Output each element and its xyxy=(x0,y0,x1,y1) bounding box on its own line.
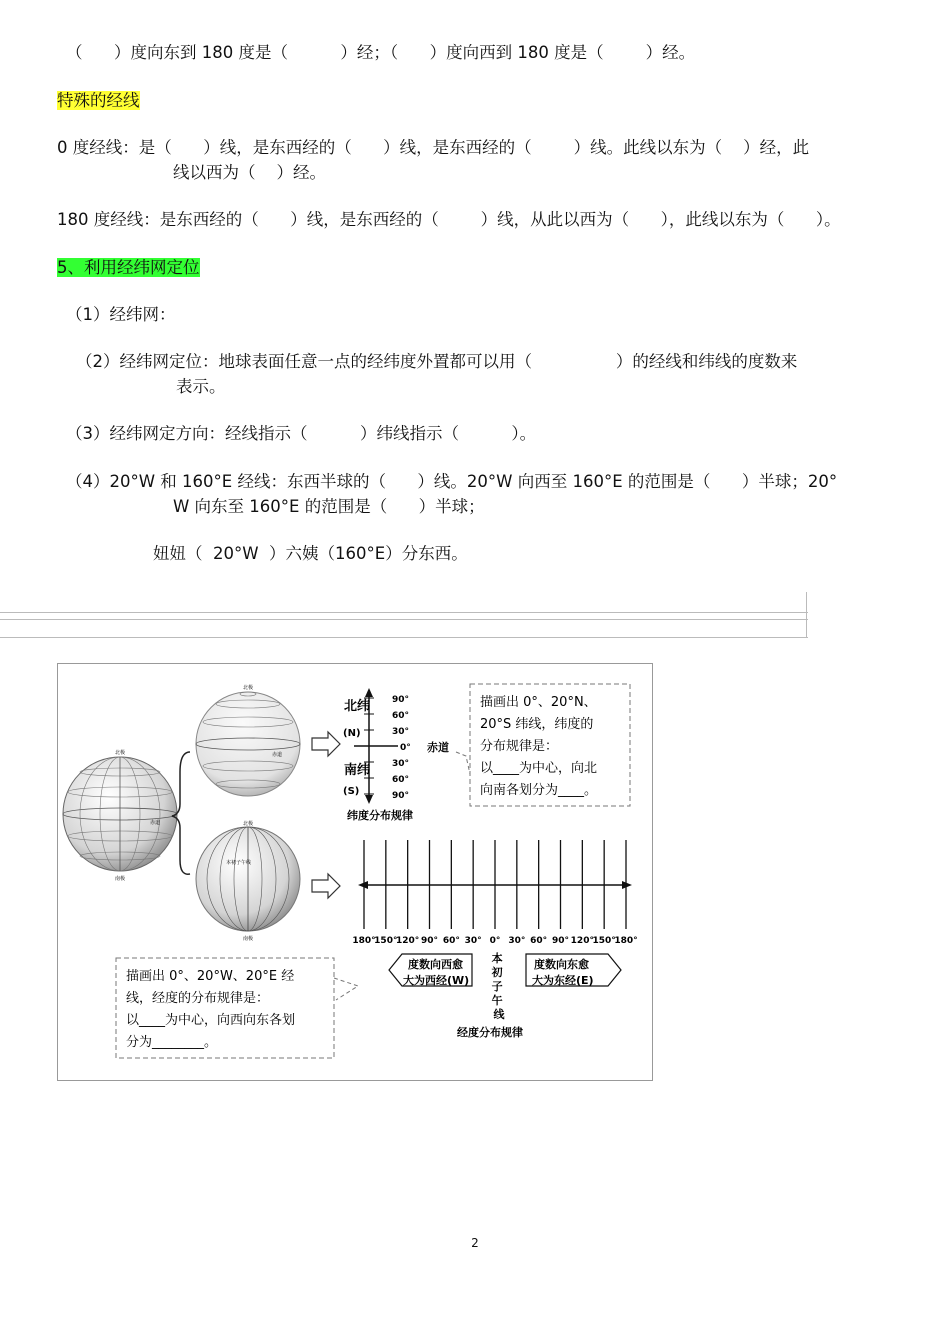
longitude-prompt-box xyxy=(116,958,358,1058)
lon-box-line: 线，经度的分布规律是： xyxy=(126,991,270,1006)
north-pole-label: 北极 xyxy=(242,685,254,691)
lat-tick: 30° xyxy=(392,727,410,737)
divider-line xyxy=(0,637,808,638)
lon-tick-label: 120° xyxy=(570,936,594,946)
item-4: （4）20°W 和 160°E 经线：东西半球的（ ）线。20°W 向西至 160°E 的范围是（ ）半球；20° xyxy=(66,472,838,491)
lat-tick: 60° xyxy=(392,775,410,785)
lon-box-line: 分为________。 xyxy=(126,1035,218,1050)
longitude-globe-icon xyxy=(196,820,300,942)
lon-tick-label: 180° xyxy=(352,936,376,946)
lon-west-line2: 大为西经(W) xyxy=(403,974,470,987)
page-number: 2 xyxy=(471,1236,479,1250)
equator-label: 赤道 xyxy=(150,820,161,826)
north-pole-label: 北极 xyxy=(114,750,126,756)
divider-end xyxy=(806,592,807,638)
latitude-globe-icon xyxy=(196,684,300,796)
text-line-180-meridian: 180 度经线：是东西经的（ ）线，是东西经的（ ）线，从此以西为（ ），此线以东为（ ）。 xyxy=(57,210,841,229)
item-1: （1）经纬网： xyxy=(66,305,176,324)
right-arrow-icon xyxy=(312,732,340,756)
lat-tick: 30° xyxy=(392,759,410,769)
figure-svg xyxy=(58,664,652,1080)
divider-line xyxy=(0,619,808,620)
lat-tick: 90° xyxy=(392,695,410,705)
item-4-cont: W 向东至 160°E 的范围是（ ）半球； xyxy=(173,497,485,516)
lon-east-line1: 度数向东愈 xyxy=(534,958,589,971)
lon-box-line: 描画出 0°、20°W、20°E 经 xyxy=(126,969,295,984)
equator-label: 赤道 xyxy=(427,741,449,754)
lon-tick-label: 90° xyxy=(551,936,570,946)
lon-tick-label: 150° xyxy=(374,936,398,946)
south-code: (S) xyxy=(343,786,360,797)
mnemonic-line: 妞妞（ 20°W ）六姨（160°E）分东西。 xyxy=(153,544,468,563)
lat-box-line: 20°S 纬线，纬度的 xyxy=(480,717,594,732)
globe-icon xyxy=(63,749,177,882)
lon-west-line1: 度数向西愈 xyxy=(408,958,463,971)
lon-tick-label: 150° xyxy=(592,936,616,946)
south-pole-label: 南极 xyxy=(114,876,126,882)
heading-special-meridians: 特殊的经线 xyxy=(57,91,140,110)
latitude-prompt-box xyxy=(456,684,630,806)
item-2-cont: 表示。 xyxy=(176,377,226,396)
lon-tick-label: 60° xyxy=(530,936,548,946)
lon-box-line: 以____为中心，向西向东各划 xyxy=(126,1013,296,1028)
item-3: （3）经纬网定方向：经线指示（ ）纬线指示（ ）。 xyxy=(66,424,537,443)
longitude-scale xyxy=(352,840,637,1039)
lon-tick-label: 180° xyxy=(614,936,638,946)
lon-tick-label: 30° xyxy=(464,936,482,946)
lon-tick-label: 0° xyxy=(489,936,501,946)
south-latitude-label: 南纬 xyxy=(344,763,371,778)
lon-tick-label: 30° xyxy=(508,936,526,946)
text-line-1: （ ）度向东到 180 度是（ ）经；（ ）度向西到 180 度是（ ）经。 xyxy=(66,43,696,62)
right-arrow-icon xyxy=(312,874,340,898)
heading-grid-positioning: 5、利用经纬网定位 xyxy=(57,258,200,277)
latitude-longitude-figure xyxy=(57,663,653,1081)
lat-box-line: 描画出 0°、20°N、 xyxy=(480,695,597,710)
lon-east-line2: 大为东经(E) xyxy=(532,974,594,987)
lat-box-line: 以____为中心，向北 xyxy=(480,761,598,776)
divider-line xyxy=(0,612,808,613)
north-pole-label: 北极 xyxy=(242,821,254,827)
south-pole-label: 南极 xyxy=(242,936,254,942)
latitude-caption: 纬度分布规律 xyxy=(347,809,413,822)
longitude-caption: 经度分布规律 xyxy=(457,1026,523,1039)
equator-label: 赤道 xyxy=(272,752,283,758)
lat-box-line: 向南各划分为____。 xyxy=(480,783,598,798)
lon-tick-label: 60° xyxy=(442,936,460,946)
lat-tick: 60° xyxy=(392,711,410,721)
north-code: (N) xyxy=(343,728,361,739)
lon-tick-label: 90° xyxy=(420,936,439,946)
item-2: （2）经纬网定位：地球表面任意一点的经纬度外置都可以用（ ）的经线和纬线的度数来 xyxy=(76,352,798,371)
north-latitude-label: 北纬 xyxy=(344,699,371,714)
prime-meridian-label: 本初子午线 xyxy=(226,860,252,866)
prime-meridian-vertical: 本 初 子 午 线 xyxy=(491,952,505,1021)
lat-box-line: 分布规律是： xyxy=(480,739,559,754)
text-line-0-meridian: 0 度经线：是（ ）线，是东西经的（ ）线，是东西经的（ ）线。此线以东为（ ）经，此 xyxy=(57,138,810,157)
lat-tick: 0° xyxy=(400,743,411,753)
latitude-scale xyxy=(343,688,449,822)
lat-tick: 90° xyxy=(392,791,410,801)
lon-tick-label: 120° xyxy=(396,936,420,946)
text-line-0-meridian-cont: 线以西为（ ）经。 xyxy=(173,163,326,182)
